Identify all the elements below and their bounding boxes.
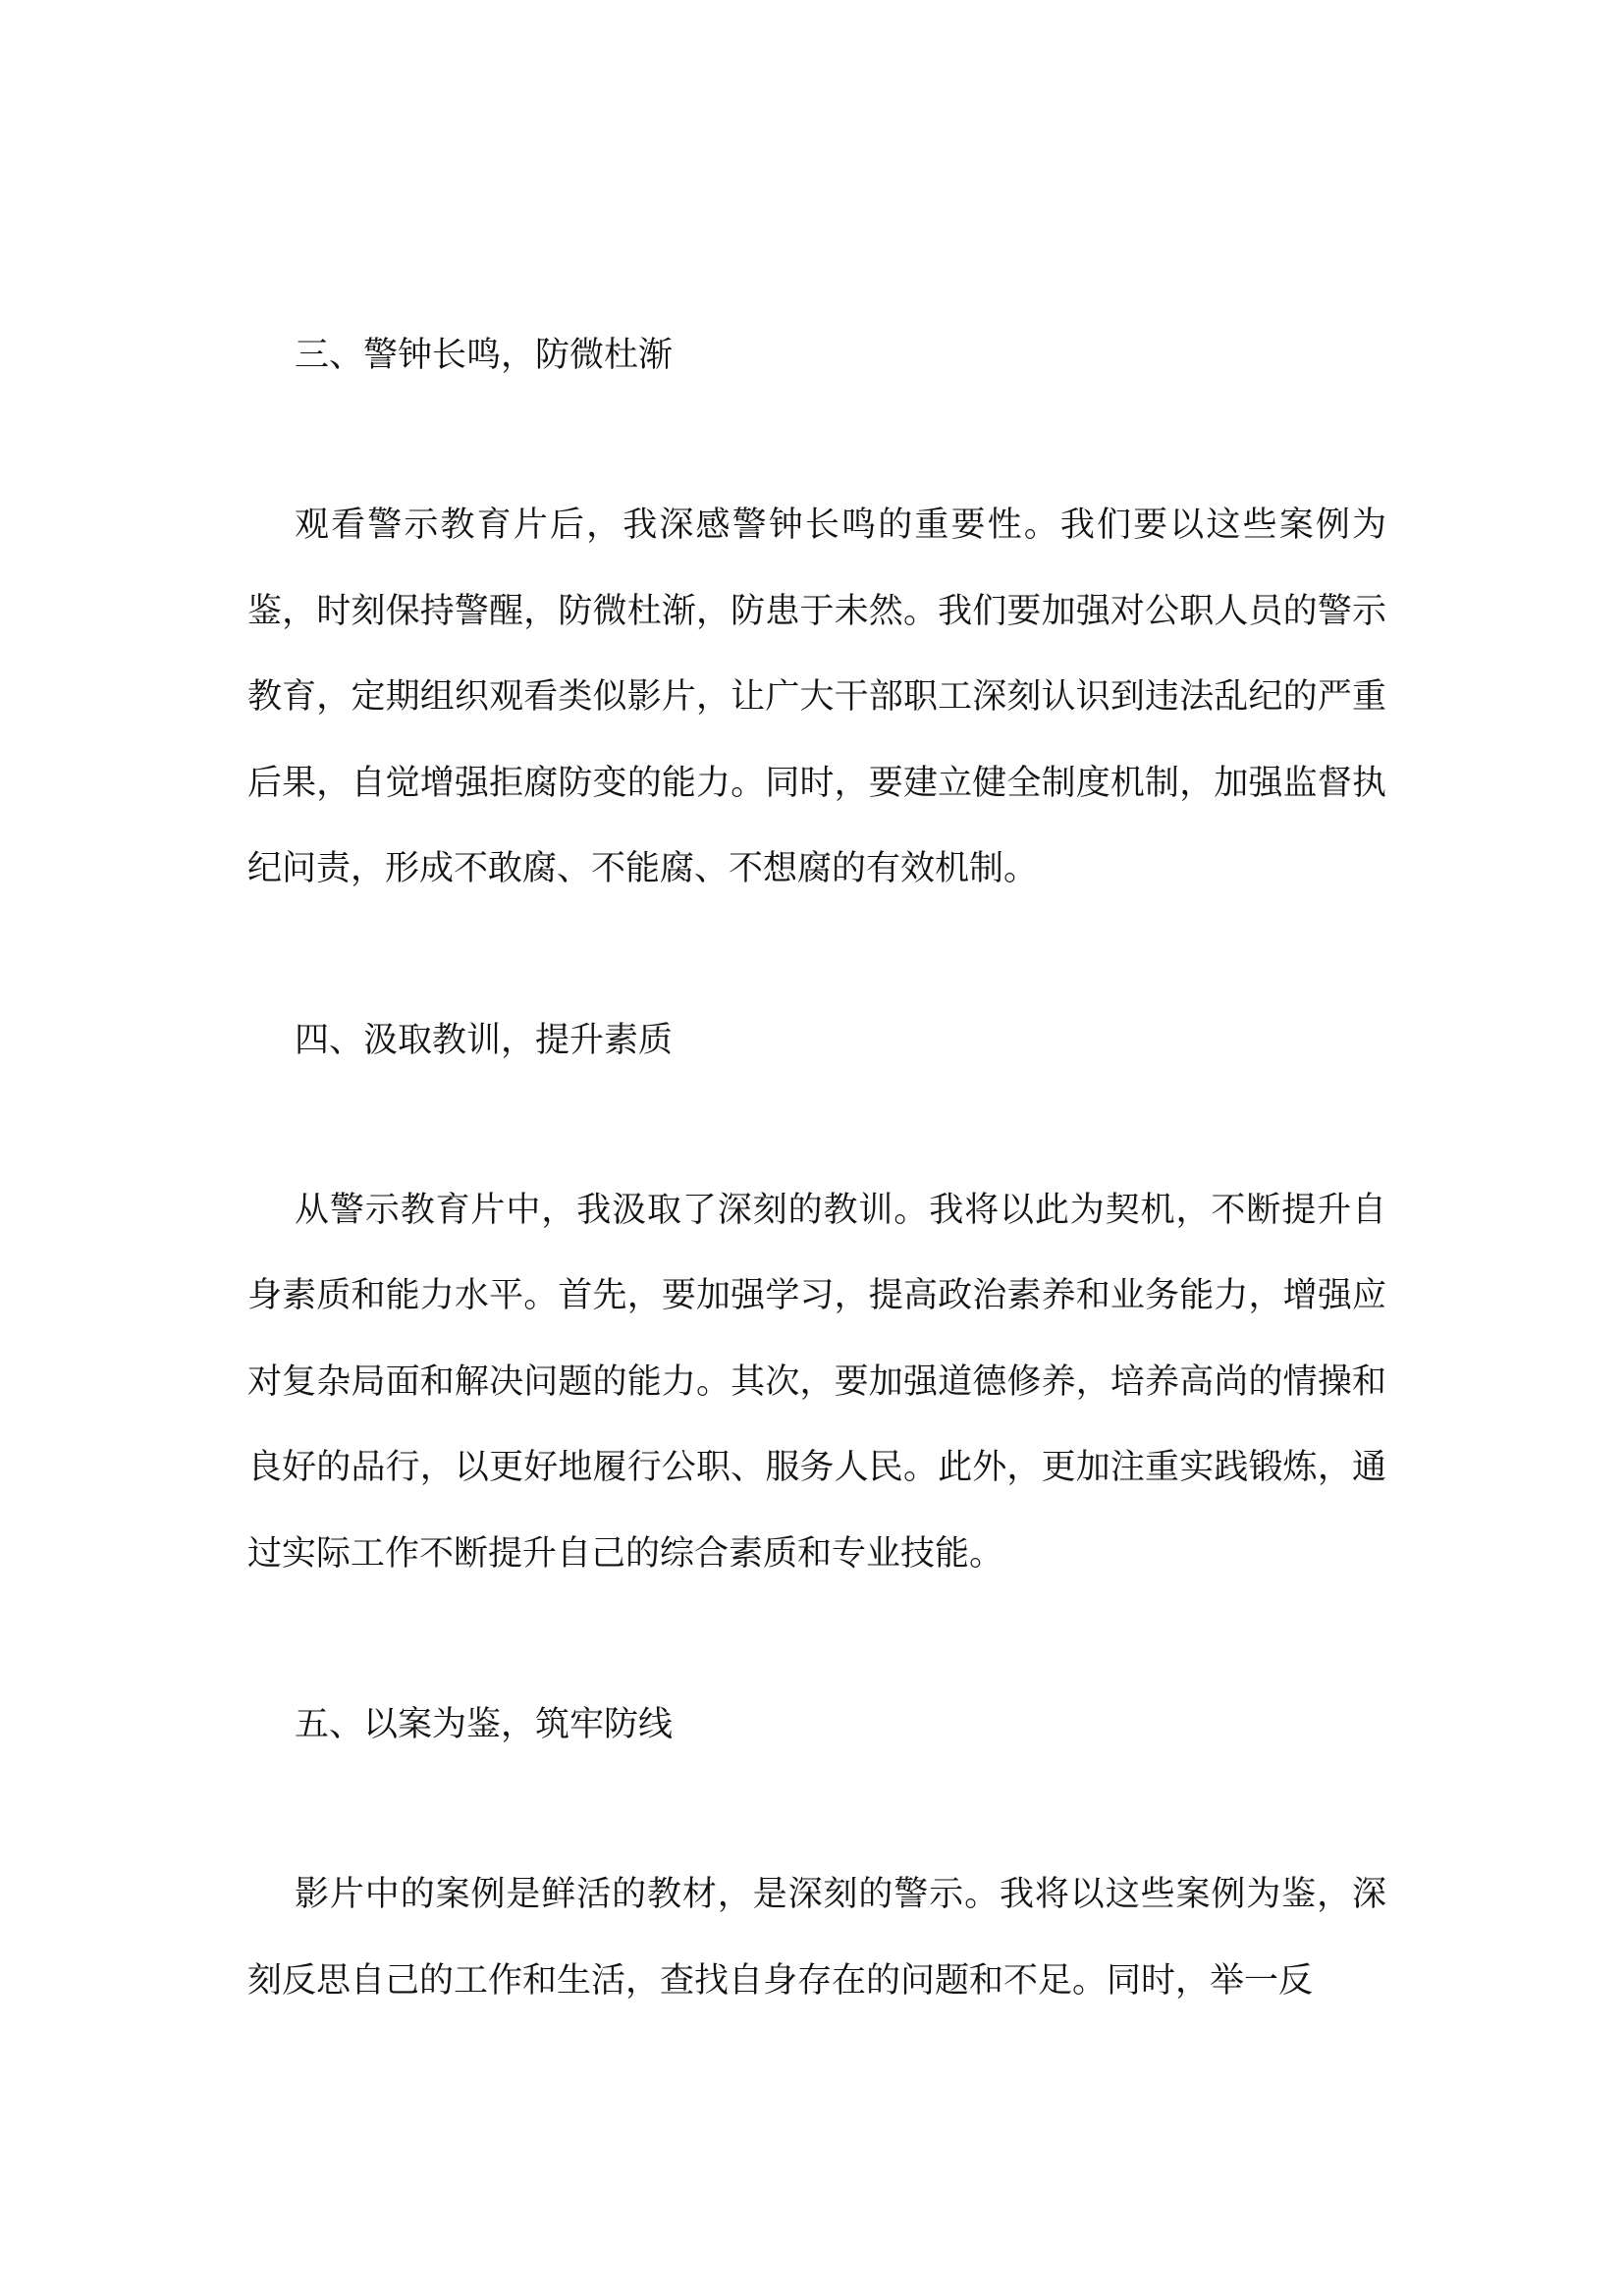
section-heading-4: 四、汲取教训，提升素质	[295, 1020, 674, 1060]
document-body	[247, 312, 1386, 2024]
spacer	[247, 913, 1386, 997]
spacer	[247, 1597, 1386, 1682]
section-heading-3: 三、警钟长鸣，防微杜渐	[295, 336, 674, 375]
section-paragraph-5: 影片中的案例是鲜活的教材，是深刻的警示。我将以这些案例为鉴，深刻反思自己的工作和生活，查找自身存在的问题和不足。同时，举一反	[247, 1875, 1386, 2001]
spacer	[247, 1084, 1386, 1168]
spacer	[247, 399, 1386, 483]
section-paragraph-3: 观看警示教育片后，我深感警钟长鸣的重要性。我们要以这些案例为鉴，时刻保持警醒，防微杜渐，防患于未然。我们要加强对公职人员的警示教育，定期组织观看类似影片，让广大干部职工深刻认识到违法乱纪的严重后果，自觉增强拒腐防变的能力。同时，要建立健全制度机制，加强监督执纪问责，形成不敢腐、不能腐、不想腐的有效机制。	[247, 506, 1386, 888]
spacer	[247, 1768, 1386, 1852]
section-heading-5: 五、以案为鉴，筑牢防线	[295, 1705, 674, 1744]
section-paragraph-4: 从警示教育片中，我汲取了深刻的教训。我将以此为契机，不断提升自身素质和能力水平。首先，要加强学习，提高政治素养和业务能力，增强应对复杂局面和解决问题的能力。其次，要加强道德修养，培养高尚的情操和良好的品行，以更好地履行公职、服务人民。此外，更加注重实践锻炼，通过实际工作不断提升自己的综合素质和专业技能。	[247, 1190, 1386, 1574]
